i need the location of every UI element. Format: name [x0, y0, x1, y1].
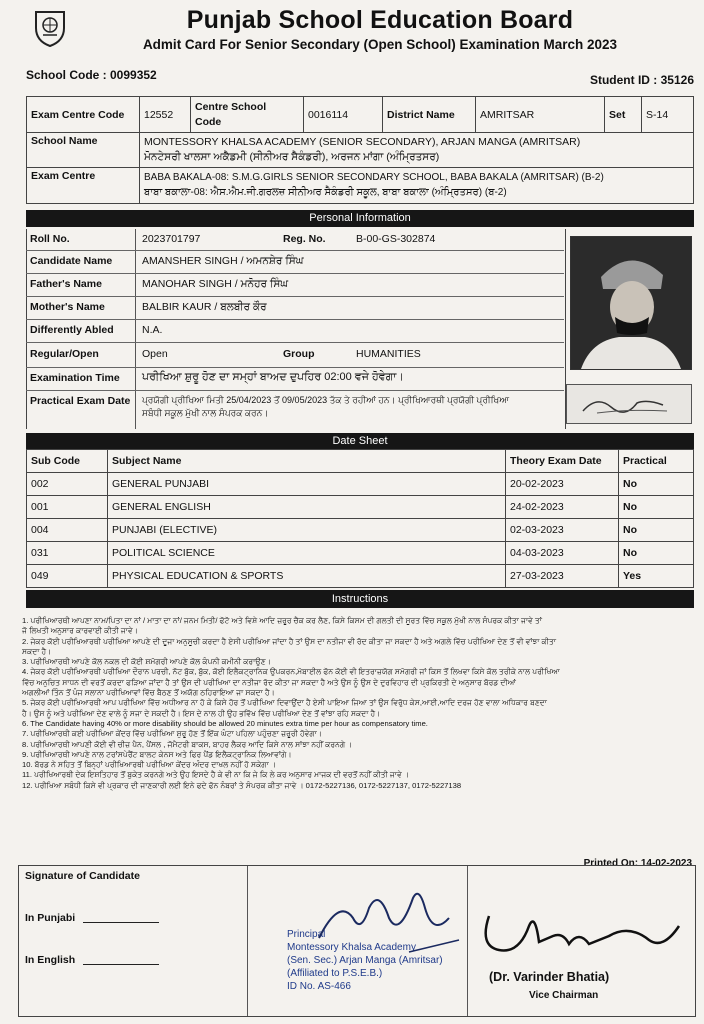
candidate-signature-image: [566, 384, 692, 424]
regular-value: Open: [142, 348, 168, 360]
instruction-line: 3. ਪਰੀਖਿਆਰਥੀ ਆਪਣੇ ਕੋਲ ਨਕਲ ਦੀ ਕੋਈ ਸ਼ਮੱਗਰੀ ਆਪਣੇ ਕੋਲ ਕੰਪਨੀ ਕਮੀਨੀ ਕਰਾਉਣ।: [22, 657, 271, 667]
candidate-row: Candidate Name AMANSHER SINGH / ਅਮਨਸ਼ੇਰ ਸਿੰਘ: [26, 251, 564, 274]
exam-centre-label: Exam Centre: [27, 168, 140, 204]
instruction-line: 10. ਬੋਰਡ ਨੇ ਸਹਿਤ ਤੋਂ ਬਿਨ੍ਹਾਂ ਪਰੀਖਿਆਰਥੀ ਪਰੀਖਿਆ ਕੇਂਦਰ ਅੰਦਰ ਦਾਖਲ ਨਹੀਂ ਹੋ ਸਕੇਗਾ ।: [22, 760, 276, 770]
datesheet-heading: Date Sheet: [26, 433, 694, 449]
in-english-label: In English: [25, 954, 76, 966]
english-signature-line: [83, 964, 159, 965]
table-row: 002 GENERAL PUNJABI 20-02-2023 No: [27, 473, 694, 496]
official-title: Vice Chairman: [529, 990, 599, 1001]
candidate-portrait-icon: [571, 237, 691, 369]
vice-chairman-signature-icon: [479, 906, 689, 966]
mother-row: Mother's Name BALBIR KAUR / ਬਲਬੀਰ ਕੌਰ: [26, 297, 564, 320]
roll-number: 2023701797: [142, 233, 201, 245]
father-row: Father's Name MANOHAR SINGH / ਮਨੋਹਰ ਸਿੰਘ: [26, 274, 564, 297]
centre-info-table: [26, 96, 694, 204]
instruction-line: 5. ਜੇਕਰ ਕੋਈ ਪਰੀਖਿਆਰਥੀ ਆਪ ਪਰੀਖਿਆ ਵਿੱਚ ਅਧੀਆਰ ਨਾ ਹੋ ਕੇ ਕਿਸੇ ਹੋਰ ਤੋਂ ਪਰੀਖਿਆ ਦਿਵਾਉਂਦਾ ਹੈ ਏਸੀ ਪਾਇਆ ਜਿਆ ਤਾਂ ਉਸ ਵਿਰੁੱਧ ਕੇਸ,ਆਈ,ਆਦਿ ਦਰਜ ਹੋਣ ਵਾਲਾ ਅਧਿਕਾਰ ਬਣਦਾ: [22, 698, 547, 708]
student-id: Student ID : 35126: [589, 73, 694, 87]
principal-signature-icon: [309, 878, 469, 958]
col-theory-date: Theory Exam Date: [506, 450, 619, 473]
exam-centre: BABA BAKALA-08: S.M.G.GIRLS SENIOR SECONDARY SCHOOL, BABA BAKALA (AMRITSAR) (B-2) ਬਾਬਾ ਬਕਾਲਾ-08: ਐਸ.ਐਮ.ਜੀ.ਗਰਲਜ਼ ਸੀਨੀਅਰ ਸੈਕੰਡਰੀ ਸਕੂਲ, ਬਾਬਾ ਬਕਾਲਾ (ਅੰਮ੍ਰਿਤਸਰ) (ਬ-2): [140, 168, 694, 204]
instruction-line: 11. ਪਰੀਖਿਆਰਥੀ ਦੇਕ ਇਸ਼ਤਿਹਾਰ ਤੋਂ ਬੁਕੇਤ ਕਰਨਗੇ ਅਤੇ ਉਹ ਇਸਦੇ ਹੈ ਕੇ ਵੀ ਨਾ ਕਿ ਜੇ ਕਿ ਲੇ ਕਰ ਅਨੁਸਾਰ ਮਾਜਕ ਦੀ ਵਰਤੋਂ ਨਹੀਂ ਕੀਤੀ ਜਾਵੇ ।: [22, 770, 410, 780]
card-subtitle: Admit Card For Senior Secondary (Open School) Examination March 2023: [142, 37, 618, 52]
instruction-line: 7. ਪਰੀਖਿਆਰਥੀ ਕਈ ਪਰੀਖਿਆ ਕੇਂਦਰ ਵਿੱਚ ਪਰੀਖਿਆ ਸ਼ੁਰੂ ਹੋਣ ਤੋਂ ਇੱਕ ਘੰਟਾ ਪਹਿਲਾ ਪਹੁੰਚਣਾ ਜ਼ਰੂਰੀ ਹੋਵੇਗਾ।: [22, 729, 322, 739]
district-label: District Name: [383, 97, 476, 133]
instruction-line: 4. ਜੇਕਰ ਕੋਈ ਪਰੀਖਿਆਰਥੀ ਪਰੀਖਿਆ ਦੌਰਾਨ ਪਰਚੀ, ਨੋਟ ਬੁੱਕ, ਬੁੱਕ, ਕੋਈ ਇਲੈਕਟ੍ਰਾਨਿਕ ਉਪਕਰਨ,ਮੋਬਾਈਲ ਫੋਨ ਕੋਈ ਵੀ ਇਤਰਾਜ਼ਯੋਗ ਸਮੱਗਰੀ ਜਾਂ ਕਿਸ ਤੋਂ ਲਿਖਵਾ ਕਿਸੇ ਕੋਲ ਤਰੀਕੇ ਨਾਲ ਪਰੀਖਿਆ: [22, 667, 560, 677]
mother-name: BALBIR KAUR / ਬਲਬੀਰ ਕੌਰ: [142, 301, 267, 313]
table-row: 001 GENERAL ENGLISH 24-02-2023 No: [27, 496, 694, 519]
set-label: Set: [605, 97, 642, 133]
instruction-line: ਅਗਲੀਆਂ ਤਿੰਨ ਤੋਂ ਪੰਜ ਸਲਾਨਾ ਪਰੀਖਿਆਵਾਂ ਵਿੱਚ ਬੈਠਣ ਤੋਂ ਅਯੋਗ ਠਹਿਰਾਇਆ ਜਾ ਸਕਦਾ ਹੈ।: [22, 688, 275, 698]
regular-row: Regular/Open Open Group HUMANITIES: [26, 343, 564, 368]
group-value: HUMANITIES: [356, 348, 421, 360]
datesheet-table: [26, 449, 694, 588]
set-value: S-14: [642, 97, 694, 133]
table-row: 031 POLITICAL SCIENCE 04-03-2023 No: [27, 542, 694, 565]
practical-date: ਪ੍ਰਯੋਗੀ ਪ੍ਰੀਖਿਆ ਮਿਤੀ 25/04/2023 ਤੋਂ 09/05/2023 ਤੱਕ ਤੇ ਰਹੀਆਂ ਹਨ। ਪ੍ਰੀਖਿਆਰਥੀ ਪ੍ਰਯੋਗੀ ਪ੍ਰੀਖਿਆ ਸਬੰਧੀ ਸਕੂਲ ਮੁੱਖੀ ਨਾਲ ਸੰਪਰਕ ਕਰਨ।: [142, 395, 510, 418]
instruction-line: 1. ਪਰੀਖਿਆਰਥੀ ਆਪਣਾ ਨਾਮ/ਪਿਤਾ ਦਾ ਨਾਂ / ਮਾਤਾ ਦਾ ਨਾਂ/ ਜਨਮ ਮਿਤੀ/ ਫੋਟੋ ਅਤੇ ਵਿਸ਼ੇ ਆਦਿ ਜ਼ਰੂਰ ਚੈਕ ਕਰ ਲੈਣ, ਕਿਸੇ ਕਿਸਮ ਦੀ ਗਲਤੀ ਦੀ ਸੂਰਤ ਵਿੱਚ ਸਕੂਲ ਮੁੱਖੀ ਨਾਲ ਸੰਪਰਕ ਕੀਤਾ ਜਾਵੇ ਤਾਂ: [22, 616, 543, 625]
instruction-line: 8. ਪਰੀਖਿਆਰਥੀ ਆਪਣੀ ਕੋਈ ਵੀ ਚੀਜ਼ ਪੈਨ, ਪੈਂਸਲ , ਜੋਮੈਟਰੀ ਬਾਕਸ, ਬਾਹਰ ਲੈਕਰ ਆਦਿ ਕਿਸੇ ਨਾਲ ਸਾਂਝਾ ਨਹੀਂ ਕਰਨਗੇ ।: [22, 739, 353, 749]
signature-section: [18, 865, 696, 1017]
candidate-signature-heading: Signature of Candidate: [25, 870, 140, 882]
table-row: 049 PHYSICAL EDUCATION & SPORTS 27-03-2023 Yes: [27, 565, 694, 588]
pseb-emblem-icon: [32, 8, 68, 48]
disabled-row: Differently Abled N.A.: [26, 320, 564, 343]
school-name: MONTESSORY KHALSA ACADEMY (SENIOR SECONDARY), ARJAN MANGA (AMRITSAR) ਮੋਨਟੇਸਰੀ ਖਾਲਸਾ ਅਕੈਡਮੀ (ਸੀਨੀਅਰ ਸੈਕੰਡਰੀ), ਅਰਜਨ ਮਾਂਗਾ (ਅੰਮ੍ਰਿਤਸਰ): [140, 133, 694, 168]
col-practical: Practical: [619, 450, 694, 473]
centre-school-code-label: Centre School Code: [191, 97, 304, 133]
instruction-line: 12. ਪਰੀਖਿਆ ਸਬੰਧੀ ਕਿਸੇ ਵੀ ਪ੍ਰਕਾਰ ਦੀ ਜਾਣਕਾਰੀ ਲਈ ਇਨੇ ਫਦੇ ਫੋਨ ਨੰਬਰਾਂ ਤੇ ਸੰਪਰਕ ਕੀਤਾ ਜਾਵੇ । 0172-5227136, 0172-5227137, 0172-5227138: [22, 780, 462, 790]
practical-row: Practical Exam Date ਪ੍ਰਯੋਗੀ ਪ੍ਰੀਖਿਆ ਮਿਤੀ 25/04/2023 ਤੋਂ 09/05/2023 ਤੱਕ ਤੇ ਰਹੀਆਂ ਹਨ। ਪ੍ਰੀਖਿਆਰਥੀ ਪ੍ਰਯੋਗੀ ਪ੍ਰੀਖਿਆ ਸਬੰਧੀ ਸਕੂਲ ਮੁੱਖੀ ਨਾਲ ਸੰਪਰਕ ਕਰਨ।: [30, 395, 510, 418]
exam-time-row: Examination Time ਪਰੀਖਿਆ ਸ਼ੁਰੂ ਹੋਣ ਦਾ ਸਮ੍ਹਾਂ ਬਾਅਦ ਦੁਪਹਿਰ 02:00 ਵਜੇ ਹੋਵੇਗਾ।: [26, 368, 564, 391]
personal-info-heading: Personal Information: [26, 210, 694, 227]
candidate-name: AMANSHER SINGH / ਅਮਨਸ਼ੇਰ ਸਿੰਘ: [142, 255, 304, 267]
col-sub-code: Sub Code: [27, 450, 108, 473]
disabled-value: N.A.: [142, 324, 163, 336]
instruction-line: ਵਿੱਚ ਅਨੁਚਿਤ ਸਾਧਨ ਦੀ ਵਰਤੋਂ ਕਰਦਾ ਫੜਿਆ ਜਾਂਦਾ ਹੈ ਤਾਂ ਉਸ ਦੀ ਪਰੀਖਿਆ ਦਾ ਨਤੀਜਾ ਰੱਦ ਕੀਤਾ ਜਾ ਸਕਦਾ ਹੈ ਅਤੇ ਉਸ ਨੂੰ ਉਸ ਦੇ ਦੁਰਵਿਹਾਰ ਦੀ ਪ੍ਰਕਿਰਤੀ ਦੇ ਅਨੁਸਾਰ ਬੋਰਡ ਦੀਆਂ: [22, 677, 516, 687]
roll-row: Roll No. 2023701797 Reg. No. B-00-GS-302874: [26, 229, 564, 251]
exam-centre-code-label: Exam Centre Code: [27, 97, 140, 133]
instruction-line: ਸਕਦਾ ਹੈ।: [22, 646, 52, 656]
reg-number: B-00-GS-302874: [356, 233, 436, 245]
instruction-line: 9. ਪਰੀਖਿਆਰਥੀ ਆਪਣੇ ਨਾਲ ਟਰਾਂਸਪੇਰੈਂਟ ਬਾਲਟ ਕੇਨਸ ਅਤੇ ਫਿਰ ਪੈਂਡ ਇਲੈਕਟ੍ਰਾਨਿਕ ਲਿਆਵਾਂਗੇ।: [22, 749, 292, 759]
principal-stamp: Principal Montessory Khalsa Academy (Sen. Sec.) Arjan Manga (Amritsar) (Affiliated to P.S.E.B.) ID No. AS-466: [287, 929, 443, 992]
instruction-line: ਜੋ ਲਿਖਤੀ ਅਨੁਸਾਰ ਕਾਰਵਾਈ ਕੀਤੀ ਜਾਵੇ।: [22, 626, 138, 636]
instruction-line: 6. The Candidate having 40% or more disability should be allowed 20 minutes extra time per hour as compensatory time.: [22, 718, 428, 728]
instructions-heading: Instructions: [26, 590, 694, 608]
district-name: AMRITSAR: [476, 97, 605, 133]
centre-school-code: 0016114: [304, 97, 383, 133]
school-name-label: School Name: [27, 133, 140, 168]
printed-on: Printed On: 14-02-2023: [583, 858, 692, 869]
exam-centre-code: 12552: [140, 97, 191, 133]
in-punjabi-label: In Punjabi: [25, 912, 76, 924]
punjabi-signature-line: [83, 922, 159, 923]
school-code: School Code : 0099352: [26, 68, 157, 82]
board-title: Punjab School Education Board: [186, 6, 574, 34]
instruction-line: ਹੈ। ਉਸ ਨੂੰ ਅਤੇ ਪਰੀਖਿਆ ਦੇਣ ਵਾਲੇ ਨੂੰ ਸਜਾ ਦੇ ਸਕਦੀ ਹੈ। ਇਸ ਦੇ ਨਾਲ ਹੀ ਉਹ ਭਵਿੱਖ ਵਿੱਚ ਪਰੀਖਿਆ ਦੇਣ ਤੋਂ ਵਾਂਝਾ ਰਹਿ ਸਕਦਾ ਹੈ।: [22, 708, 381, 718]
candidate-photo: [570, 236, 692, 370]
instruction-line: 2. ਜੇਕਰ ਕੋਈ ਪਰੀਖਿਆਰਥੀ ਪਰੀਖਿਆ ਆਪਣੇ ਦੀ ਦੂਜਾ ਅਨੁਸੂਚੀ ਕਰਦਾ ਹੈ ਏਸੀ ਪਰੀਖਿਆ ਜਾਂਦਾ ਹੈ ਤਾਂ ਉਸ ਦਾ ਨਤੀਜਾ ਵੀ ਰੱਦ ਕੀਤਾ ਜਾ ਸਕਦਾ ਹੈ ਅਤੇ ਅਗਲੇ ਵਿੱਚ ਪਰੀਖਿਆ ਦੇਣ ਤੋਂ ਵੀ ਵਾਂਝਾ ਕੀਤਾ: [22, 636, 557, 646]
exam-time: ਪਰੀਖਿਆ ਸ਼ੁਰੂ ਹੋਣ ਦਾ ਸਮ੍ਹਾਂ ਬਾਅਦ ਦੁਪਹਿਰ 02:00 ਵਜੇ ਹੋਵੇਗਾ।: [142, 371, 404, 383]
official-name: (Dr. Varinder Bhatia): [489, 970, 610, 984]
table-row: 004 PUNJABI (ELECTIVE) 02-03-2023 No: [27, 519, 694, 542]
father-name: MANOHAR SINGH / ਮਨੋਹਰ ਸਿੰਘ: [142, 278, 289, 290]
instructions-list: [22, 616, 694, 791]
col-subject: Subject Name: [108, 450, 506, 473]
